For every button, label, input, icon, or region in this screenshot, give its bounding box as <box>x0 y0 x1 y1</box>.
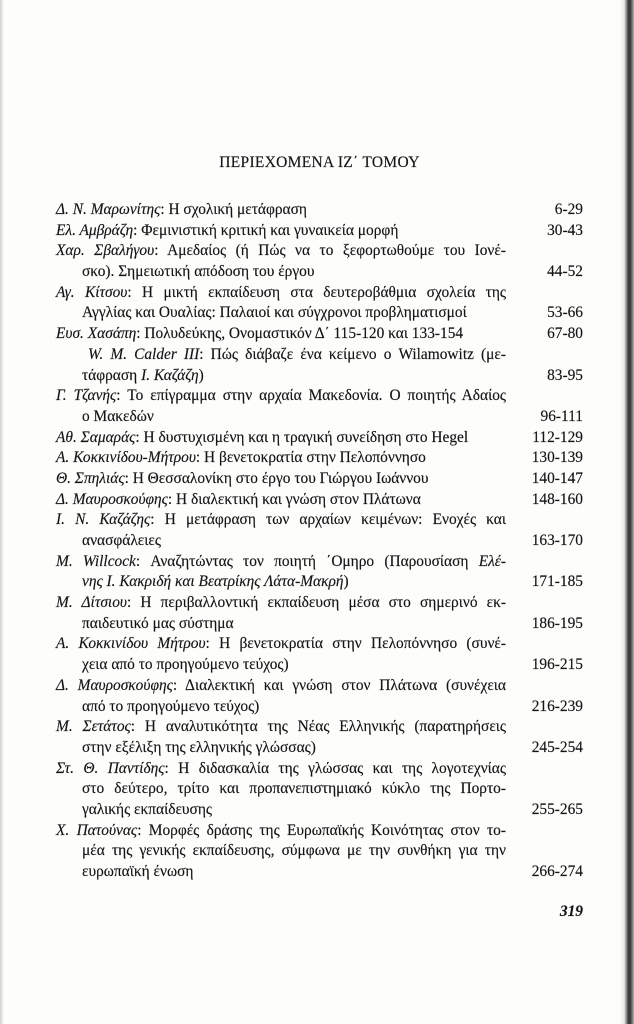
entry-title-text: : Η διδασκαλία της γλώσσας και της λογοτεχνίας <box>164 759 506 777</box>
toc-line-text <box>56 634 506 655</box>
toc-entry <box>56 428 583 449</box>
toc-entry <box>56 469 583 490</box>
entry-author: Ελ. Αμβράζη <box>56 221 134 239</box>
entry-author: Ευσ. Χασάπη <box>56 325 137 343</box>
entry-title-text: : Η βενετοκρατία στην Πελοπόννησο (συνέ- <box>205 635 507 653</box>
entry-page-range: 196-215 <box>531 656 583 674</box>
toc-line <box>56 469 583 490</box>
scan-edge-right <box>620 0 634 1024</box>
entry-page-range: 255-265 <box>531 800 583 818</box>
entry-title-text: : Η βενετοκρατία στην Πελοπόννησο <box>195 449 426 467</box>
toc-line <box>56 490 583 511</box>
toc-line-text <box>56 717 506 738</box>
entry-title-text: Αγγλίας και Ουαλίας: Παλαιοί και σύγχρονοι προβληματισμοί <box>82 304 467 322</box>
entry-page-range: 96-111 <box>540 407 583 425</box>
entry-author: Χ. Πατούνας <box>56 821 138 839</box>
toc-line <box>56 593 583 614</box>
entry-title-text: : Η διαλεκτική και γνώση στον Πλάτωνα <box>167 490 421 508</box>
toc-line-text <box>82 303 506 324</box>
toc-line <box>56 614 583 635</box>
toc-line <box>56 779 583 800</box>
toc-entry <box>56 221 583 242</box>
toc-line-text <box>56 241 506 262</box>
entry-author: Δ. Ν. Μαρωνίτης <box>56 201 161 218</box>
toc-line-text <box>56 386 506 407</box>
entry-title-text: : Η αναλυτικότητα της Νέας Ελληνικής (παρατηρήσεις <box>130 718 507 736</box>
toc-line <box>56 821 583 842</box>
entry-author: Αγ. Κίτσου <box>56 283 128 301</box>
toc-entry <box>56 200 583 221</box>
toc-line-text <box>56 510 506 531</box>
entry-title-text: στην εξέλιξη της ελληνικής γλώσσας) <box>82 738 316 756</box>
entry-page-range: 30-43 <box>547 221 583 239</box>
entry-page-range: 130-139 <box>531 449 583 467</box>
toc-line <box>56 655 583 676</box>
entry-title-text: : Πολυδεύκης, Ονομαστικόν Δ΄ 115-120 και 133-154 <box>136 325 464 343</box>
entry-title-text: : Αναζητώντας τον ποιητή ΄Ομηρο (Παρουσίαση <box>135 552 479 570</box>
entry-author: Χαρ. Σβαλήγου <box>56 242 155 260</box>
page-title: ΠΕΡΙΕΧΟΜΕΝΑ ΙΖ΄ ΤΟΜΟΥ <box>219 154 420 171</box>
toc-line <box>56 572 583 593</box>
entry-author: Δ. Μαυροσκούφης <box>56 676 173 694</box>
toc-line <box>56 262 583 283</box>
toc-line-text <box>82 841 506 862</box>
entry-author: W. M. Calder III <box>88 345 200 363</box>
toc-line-text <box>82 800 506 821</box>
toc-line <box>56 200 583 221</box>
entry-page-range: 44-52 <box>547 263 583 281</box>
toc-line-text <box>56 676 506 697</box>
entry-title-text: ανασφάλειες <box>82 532 161 549</box>
entry-emphasis-text: Ι. Καζάζη <box>141 366 199 384</box>
toc-entry <box>56 759 583 821</box>
entry-author: Μ. Σετάτος <box>56 718 131 736</box>
toc-line-text <box>56 490 506 511</box>
toc-line <box>56 738 583 759</box>
toc-line <box>56 241 583 262</box>
toc-line <box>56 386 583 407</box>
toc-line <box>56 862 583 883</box>
toc-line-text <box>82 862 506 883</box>
entry-title-text: : Η μετάφραση των αρχαίων κειμένων: Ενοχές και <box>150 511 506 529</box>
entry-page-range: 67-80 <box>547 325 583 343</box>
toc-line <box>56 676 583 697</box>
toc-entry <box>56 552 583 593</box>
toc-line-text <box>56 593 506 614</box>
entry-page-range: 245-254 <box>531 738 583 756</box>
toc-entry <box>56 593 583 634</box>
entry-page-range: 186-195 <box>531 614 583 632</box>
entry-title-text: : Η σχολική μετάφραση <box>160 201 307 218</box>
entry-page-range: 53-66 <box>547 304 583 322</box>
entry-title-text: παιδευτικό μας σύστημα <box>82 614 234 632</box>
toc-line <box>56 717 583 738</box>
toc-entry <box>56 821 583 883</box>
toc-line <box>56 800 583 821</box>
table-of-contents <box>56 200 583 883</box>
toc-line-text <box>82 407 506 428</box>
entry-title-text: μέα της γενικής εκπαίδευσης, σύμφωνα με την συνθήκη για την <box>82 842 506 860</box>
toc-line <box>56 841 583 862</box>
entry-title-text: : Η δυστυχισμένη και η τραγική συνείδηση στο Hegel <box>135 428 469 446</box>
entry-page-range: 112-129 <box>532 428 583 446</box>
toc-line-text <box>56 428 506 449</box>
entry-title-text: ) <box>198 366 204 384</box>
entry-author: Α. Κοκκινίδου Μήτρου <box>56 635 206 653</box>
toc-line-text <box>82 572 506 593</box>
entry-author: Μ. Δίτσιου <box>56 594 127 612</box>
entry-page-range: 163-170 <box>531 532 583 549</box>
toc-line-text <box>82 697 506 718</box>
entry-author: Ι. Ν. Καζάζης <box>56 511 151 529</box>
toc-line <box>56 552 583 573</box>
toc-line-text <box>82 655 506 676</box>
entry-emphasis-text: νης Ι. Κακριδή και Βεατρίκης Λάτα-Μακρή <box>82 573 344 591</box>
toc-entry <box>56 510 583 551</box>
toc-entry <box>56 490 583 511</box>
toc-line <box>56 759 583 780</box>
toc-line <box>56 448 583 469</box>
entry-emphasis-text: Ελέ- <box>478 552 506 570</box>
toc-line-text <box>56 469 506 490</box>
toc-line-text <box>82 262 506 283</box>
entry-title-text: : Πώς διάβαζε ένα κείμενο ο Wilamowitz (με- <box>199 345 506 363</box>
toc-entry <box>56 283 583 324</box>
toc-line <box>56 283 583 304</box>
toc-entry <box>56 634 583 675</box>
entry-author: Αθ. Σαμαράς <box>56 428 136 446</box>
toc-line-text <box>56 759 506 780</box>
entry-title-text: ο Μακεδών <box>82 407 154 425</box>
toc-line-text <box>82 366 506 387</box>
entry-title-text: : Διαλεκτική και γνώση στον Πλάτωνα (συνέχεια <box>172 676 506 694</box>
entry-page-range: 266-274 <box>531 863 583 880</box>
entry-title-text: : Φεμινιστική κριτική και γυναικεία μορφή <box>133 221 399 239</box>
entry-page-range: 83-95 <box>547 366 583 384</box>
toc-line-text <box>82 614 506 635</box>
toc-line-text <box>56 821 506 842</box>
toc-line <box>56 303 583 324</box>
toc-line <box>56 510 583 531</box>
entry-page-range: 171-185 <box>531 573 583 591</box>
entry-title-text: : Μορφές δράσης της Ευρωπαϊκής Κοινότητας στον το- <box>137 821 506 839</box>
entry-title-text: γαλικής εκπαίδευσης <box>82 800 212 818</box>
toc-line <box>56 697 583 718</box>
toc-line-text <box>56 448 506 469</box>
entry-title-text: σκο). Σημειωτική απόδοση του έργου <box>82 263 315 281</box>
entry-author: M. Willcock <box>56 552 136 570</box>
toc-entry <box>56 717 583 758</box>
entry-author: Γ. Τζανής <box>56 387 117 405</box>
toc-line <box>56 324 583 345</box>
entry-title-text: : Το επίγραμμα στην αρχαία Μακεδονία. Ο ποιητής Αδαίος <box>116 387 507 405</box>
entry-author: Δ. Μαυροσκούφης <box>56 490 168 508</box>
toc-line-text <box>82 531 506 552</box>
toc-line-text <box>82 738 506 759</box>
toc-line-text <box>56 221 506 242</box>
toc-line-text <box>82 779 506 800</box>
entry-author: Α. Κοκκινίδου-Μήτρου <box>56 449 196 467</box>
entry-title-text: ευρωπαϊκή ένωση <box>82 863 194 880</box>
toc-line-text <box>56 552 506 573</box>
toc-line <box>56 345 583 366</box>
entry-title-text: : Η Θεσσαλονίκη στο έργο του Γιώργου Ιωάννου <box>124 469 429 487</box>
toc-entry <box>56 241 583 282</box>
toc-line-text <box>56 200 506 221</box>
toc-line-text <box>56 283 506 304</box>
toc-entry <box>56 676 583 717</box>
entry-page-range: 216-239 <box>531 697 583 715</box>
entry-title-text: τάφραση <box>82 366 142 384</box>
toc-line-text <box>88 345 506 366</box>
toc-line <box>56 531 583 552</box>
entry-title-text: : Η μικτή εκπαίδευση στα δευτεροβάθμια σχολεία της <box>127 283 506 301</box>
entry-page-range: 6-29 <box>554 201 583 218</box>
toc-line <box>56 221 583 242</box>
toc-entry <box>56 448 583 469</box>
toc-entry <box>56 386 583 427</box>
toc-line <box>56 428 583 449</box>
toc-line <box>56 366 583 387</box>
entry-title-text: ) <box>343 573 349 591</box>
page-number: 319 <box>559 903 583 920</box>
toc-line <box>56 407 583 428</box>
toc-line-text <box>56 324 506 345</box>
toc-entry <box>56 345 583 386</box>
entry-title-text: : Η περιβαλλοντική εκπαίδευση μέσα στο σημερινό εκ- <box>126 594 506 612</box>
toc-entry <box>56 324 583 345</box>
entry-author: Στ. Θ. Παντίδης <box>56 759 165 777</box>
entry-page-range: 140-147 <box>531 469 583 487</box>
entry-title-text: χεια από το προηγούμενο τεύχος) <box>82 656 289 674</box>
entry-page-range: 148-160 <box>531 490 583 508</box>
entry-title-text: στο δεύτερο, τρίτο και προπανεπιστημιακό κύκλο της Πορτο- <box>82 780 506 798</box>
entry-title-text: από το προηγούμενο τεύχος) <box>82 697 260 715</box>
entry-author: Θ. Σπηλιάς <box>56 469 125 487</box>
toc-line <box>56 634 583 655</box>
scan-edge-left <box>0 0 4 1024</box>
entry-title-text: : Αμεδαίος (ή Πώς να το ξεφορτωθούμε του Ιονέ- <box>154 242 506 260</box>
